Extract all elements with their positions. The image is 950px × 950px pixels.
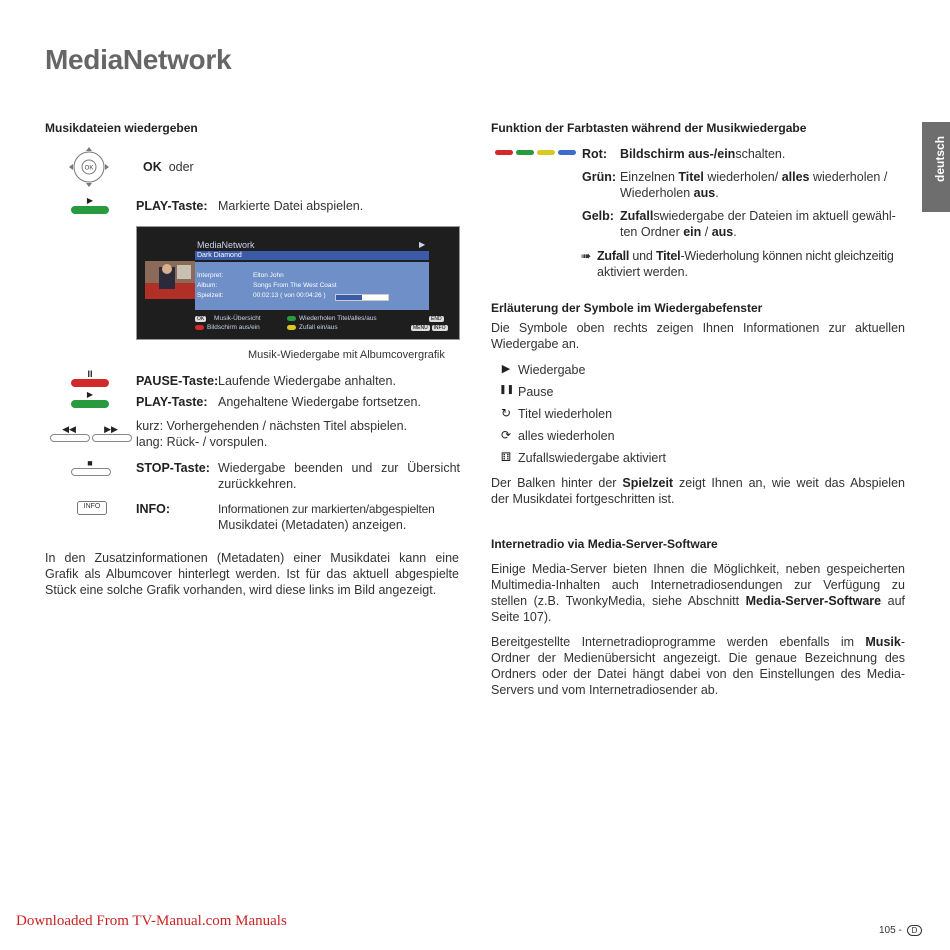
metadata-line-2: Grafik als Albumcover hinterlegt werden. Ist für das aktuell abgespielte bbox=[45, 567, 459, 581]
play-symbol-icon: ▶ bbox=[501, 363, 511, 375]
stop-glyph-icon: ■ bbox=[87, 458, 93, 468]
info-button-label: INFO bbox=[83, 503, 101, 510]
progress-bar-text-line1: Der Balken hinter der Spielzeit zeigt Ihnen an, wie weit das Abspielen bbox=[491, 476, 905, 490]
screen-track-bar bbox=[195, 251, 429, 260]
end-key bbox=[429, 315, 444, 322]
internet-radio-paragraph-2: Bereitgestellte Internetradioprogramme werden ebenfalls im Musik- Ordner der Medienübersicht angezeigt. Die genaue Bezeichnung des Ordners oder der Datei hängt dabei von den Einstellungen des Media- Servers und vom Internetradiosender ab. bbox=[491, 635, 905, 697]
green-key-icon bbox=[516, 150, 534, 155]
shuffle-label: Zufallswiedergabe aktiviert bbox=[518, 451, 666, 465]
metadata-line-1: In den Zusatzinformationen (Metadaten) einer Musikdatei kann eine bbox=[45, 551, 459, 565]
yellow-dot-icon bbox=[287, 325, 296, 330]
footer-screen-label: Bildschirm aus/ein bbox=[207, 324, 260, 331]
section-heading-music-playback: Musikdateien wiedergeben bbox=[45, 121, 198, 135]
note-arrow-icon: ➠ bbox=[581, 249, 592, 263]
footer-overview-label: Musik-Übersicht bbox=[214, 315, 261, 322]
page-number bbox=[879, 925, 922, 936]
pause-text: Laufende Wiedergabe anhalten. bbox=[218, 374, 396, 388]
green-key-text-line2: Wiederholen aus. bbox=[620, 186, 719, 200]
red-key-icon bbox=[495, 150, 513, 155]
metadata-line-3: Stück eine solche Grafik vorhanden, wird diese links im Bild angezeigt. bbox=[45, 583, 437, 597]
album-value: Songs From The West Coast bbox=[253, 282, 337, 289]
screen-play-icon: ▶ bbox=[419, 240, 426, 249]
album-cover-art-icon bbox=[145, 261, 195, 299]
green-key-text-line1: Einzelnen Titel wiederholen/ alles wiederholen / bbox=[620, 170, 888, 184]
info-button-icon bbox=[77, 501, 107, 515]
pause-symbol-icon: ❚❚ bbox=[499, 384, 515, 394]
ok-key-label: OK bbox=[84, 165, 94, 172]
ok-navigation-pad-icon bbox=[68, 146, 110, 188]
rewind-glyph-icon: ◀◀ bbox=[62, 424, 76, 434]
stop-text-line1: Wiedergabe beenden und zur Übersicht bbox=[218, 461, 460, 475]
progress-track bbox=[335, 294, 389, 301]
screen-title: MediaNetwork bbox=[197, 240, 255, 250]
end-key-icon: END bbox=[431, 316, 442, 322]
download-source-link[interactable]: Downloaded From TV-Manual.com Manuals bbox=[16, 913, 287, 929]
blue-key-icon bbox=[558, 150, 576, 155]
info-text-line1: Informationen zur markierten/abgespielten bbox=[218, 502, 435, 516]
progress-fill bbox=[336, 295, 362, 300]
footer-shuffle bbox=[287, 324, 338, 331]
play-glyph-icon: ▶ bbox=[86, 196, 94, 205]
ok-instruction bbox=[143, 159, 194, 175]
play-symbol-label: Wiedergabe bbox=[518, 363, 586, 377]
progress-bar-text-line2: der Musikdatei fortgeschritten ist. bbox=[491, 492, 675, 506]
play-glyph-icon-2: ▶ bbox=[86, 390, 94, 399]
info-text-line2: Musikdatei (Metadaten) anzeigen. bbox=[218, 518, 407, 532]
time-label: Spielzeit: bbox=[197, 292, 224, 299]
green-play-button-icon bbox=[71, 206, 109, 214]
pause-symbol-label: Pause bbox=[518, 385, 554, 399]
ok-label: OK bbox=[143, 160, 162, 174]
album-cover-image bbox=[145, 261, 195, 299]
shuffle-icon: ⚅ bbox=[500, 450, 512, 464]
green-key-label: Grün: bbox=[582, 170, 617, 184]
stop-label: STOP-Taste: bbox=[136, 461, 210, 475]
note-text-line2: aktiviert werden. bbox=[597, 265, 689, 279]
red-key-bold: Bildschirm aus-/ein bbox=[620, 147, 736, 161]
play2-text: Angehaltene Wiedergabe fortsetzen. bbox=[218, 395, 421, 409]
pause-label: PAUSE-Taste: bbox=[136, 374, 219, 388]
repeat-all-icon: ⟳ bbox=[500, 428, 512, 442]
stop-button-icon bbox=[71, 468, 111, 476]
metadata-paragraph bbox=[45, 550, 459, 598]
forward-glyph-icon: ▶▶ bbox=[104, 424, 118, 434]
forward-button-icon bbox=[92, 434, 132, 442]
play-label: PLAY-Taste: bbox=[136, 199, 208, 213]
symbols-intro-line2: Wiedergabe an. bbox=[491, 337, 580, 351]
footer-overview bbox=[195, 315, 261, 322]
red-dot-icon bbox=[195, 325, 204, 330]
interpret-label: Interpret: bbox=[197, 272, 224, 279]
language-label: deutsch bbox=[933, 136, 947, 183]
yellow-key-text-line1: Zufallswiedergabe der Dateien im aktuell gewähl- bbox=[620, 209, 896, 223]
screen-track: Dark Diamond bbox=[197, 252, 242, 259]
red-pause-button-icon bbox=[71, 379, 109, 387]
pause-glyph-icon: II bbox=[87, 369, 93, 379]
repeat-title-label: Titel wiederholen bbox=[518, 407, 613, 421]
ok-suffix: oder bbox=[168, 160, 194, 174]
stop-text-line2: zurückkehren. bbox=[218, 477, 297, 491]
time-value: 00:02:13 ( von 00:04:26 ) bbox=[253, 292, 326, 299]
play-text: Markierte Datei abspielen. bbox=[218, 199, 364, 213]
play2-label: PLAY-Taste: bbox=[136, 395, 208, 409]
menu-info-keys bbox=[411, 324, 448, 331]
skip-long-text: lang: Rück- / vorspulen. bbox=[136, 435, 268, 449]
page-title: MediaNetwork bbox=[45, 44, 232, 75]
skip-short-text: kurz: Vorhergehenden / nächsten Titel abspielen. bbox=[136, 419, 408, 433]
repeat-title-icon: ↻ bbox=[500, 406, 512, 420]
screenshot-caption: Musik-Wiedergabe mit Albumcovergrafik bbox=[248, 349, 445, 361]
repeat-all-label: alles wiederholen bbox=[518, 429, 615, 443]
symbols-intro-line1: Die Symbole oben rechts zeigen Ihnen Informationen zur aktuellen bbox=[491, 321, 905, 335]
music-playback-screenshot bbox=[136, 226, 460, 340]
page-number-text: 105 - bbox=[879, 925, 902, 936]
red-key-label: Rot: bbox=[582, 147, 607, 161]
menu-key-icon: MENU bbox=[413, 325, 428, 331]
language-side-tab bbox=[922, 122, 950, 212]
yellow-key-text-line2: ten Ordner ein / aus. bbox=[620, 225, 737, 239]
info-label: INFO: bbox=[136, 502, 171, 516]
page-badge: D bbox=[907, 925, 923, 936]
section-heading-color-keys: Funktion der Farbtasten während der Musikwiedergabe bbox=[491, 121, 807, 135]
footer-repeat bbox=[287, 315, 377, 322]
footer-shuffle-label: Zufall ein/aus bbox=[299, 324, 338, 331]
red-key-rest: schalten. bbox=[735, 147, 786, 161]
rewind-button-icon bbox=[50, 434, 90, 442]
section-heading-symbols: Erläuterung der Symbole im Wiedergabefenster bbox=[491, 301, 763, 315]
ok-key-icon: OK bbox=[197, 316, 205, 322]
internet-radio-paragraph-1: Einige Media-Server bieten Ihnen die Möglichkeit, neben gespeicherten Multimedia-Inhalten auch Internetradiosendungen zur Verfügung zu stellen (z.B. TwonkyMedia, siehe Abschnitt Media-Server-Software auf Seite 107). bbox=[491, 562, 905, 624]
green-dot-icon bbox=[287, 316, 296, 321]
screen-info-panel bbox=[195, 262, 429, 310]
interpret-value: Elton John bbox=[253, 272, 284, 279]
yellow-key-icon bbox=[537, 150, 555, 155]
yellow-key-label: Gelb: bbox=[582, 209, 614, 223]
footer-screen bbox=[195, 324, 260, 331]
album-label: Album: bbox=[197, 282, 218, 289]
footer-repeat-label: Wiederholen Titel/alles/aus bbox=[299, 315, 377, 322]
info-key-icon: INFO bbox=[433, 325, 446, 331]
section-heading-internet-radio: Internetradio via Media-Server-Software bbox=[491, 537, 718, 551]
note-text-line1: Zufall und Titel-Wiederholung können nicht gleichzeitig bbox=[597, 249, 894, 263]
green-play-button-icon-2 bbox=[71, 400, 109, 408]
red-key-text bbox=[620, 146, 785, 162]
